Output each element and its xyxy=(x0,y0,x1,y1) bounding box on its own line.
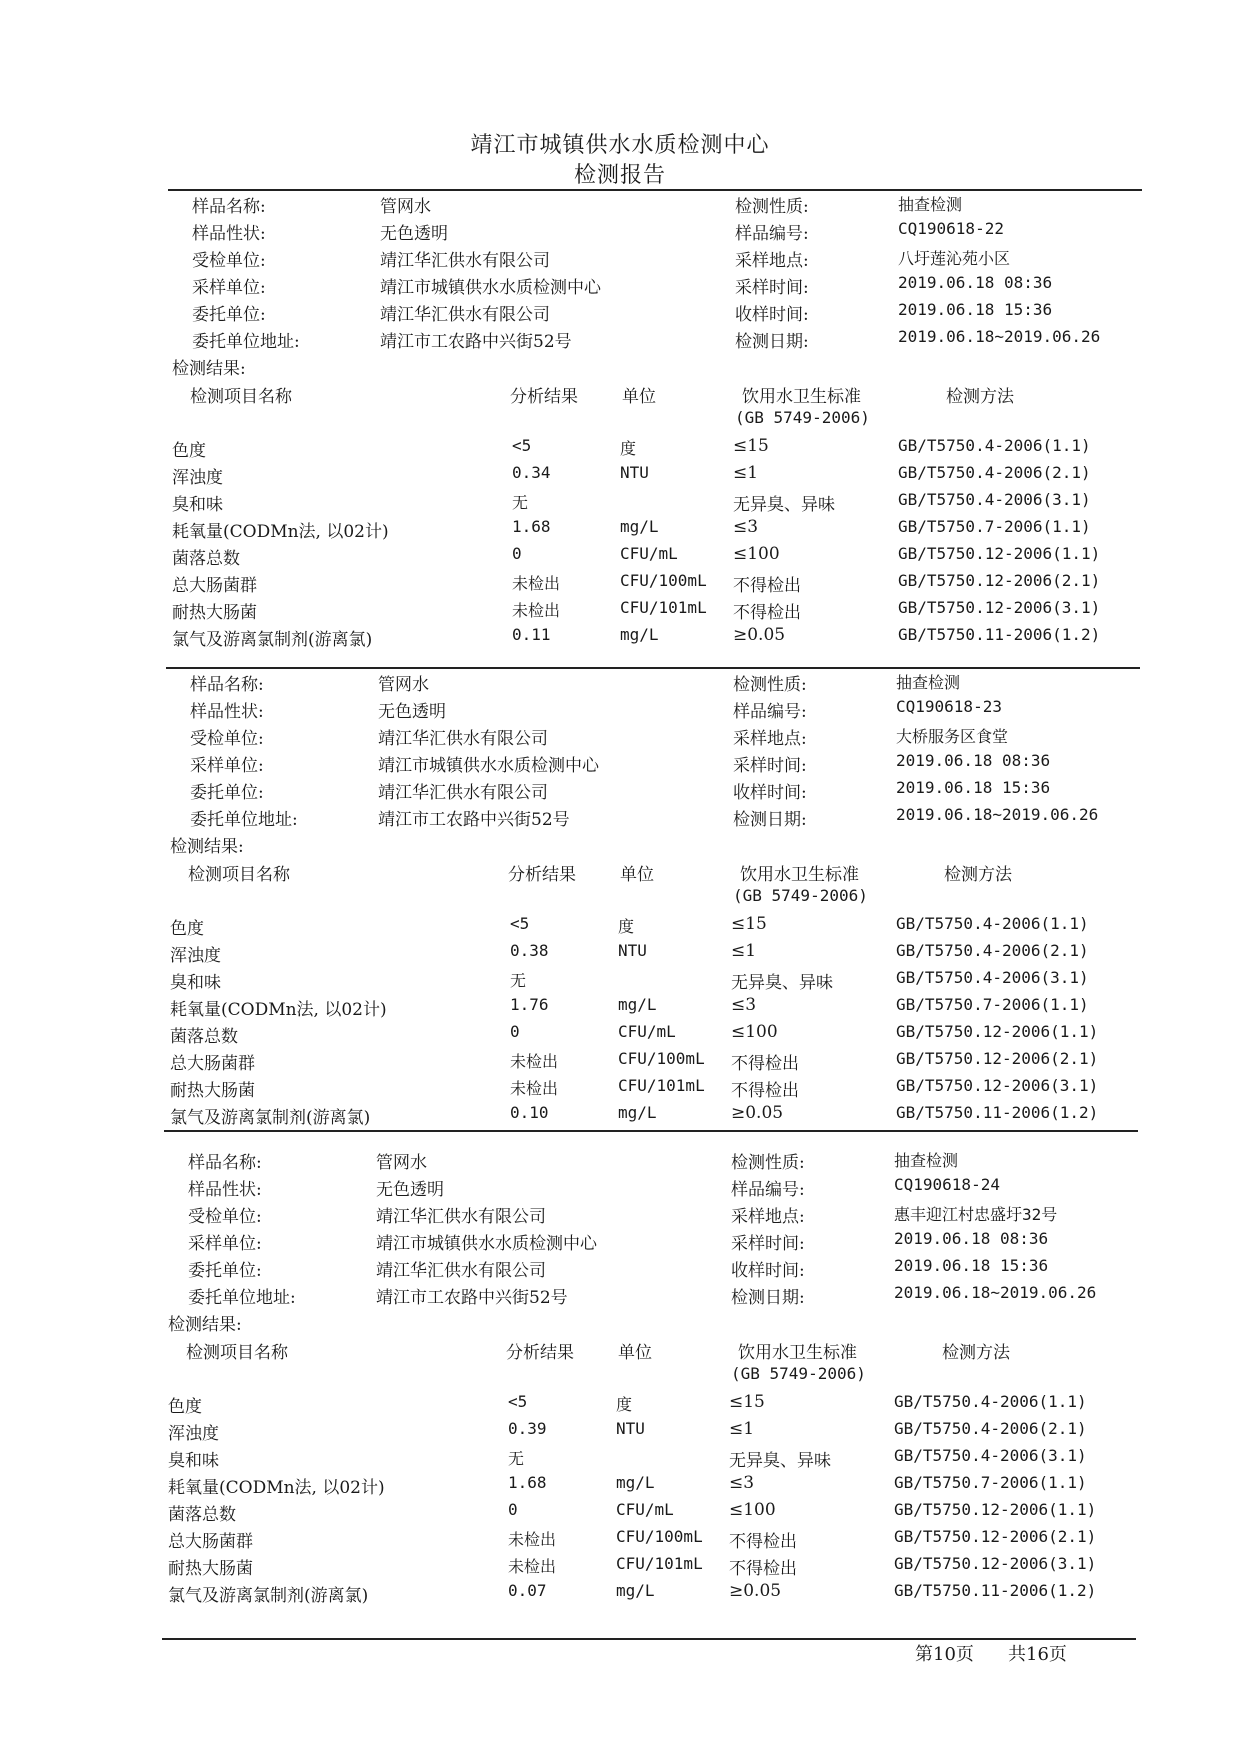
info-label: 样品编号: xyxy=(731,1180,805,1200)
info-value: 靖江华汇供水有限公司 xyxy=(380,251,550,271)
info-label: 采样时间: xyxy=(731,1234,805,1254)
info-value: 抽查检测 xyxy=(896,673,961,692)
item-name: 总大肠菌群 xyxy=(168,1532,253,1552)
table-row xyxy=(0,436,1240,460)
item-unit: mg/L xyxy=(620,625,659,644)
item-result: 0.11 xyxy=(512,625,551,644)
results-label-row xyxy=(0,1310,1240,1334)
item-result: 0 xyxy=(512,544,522,563)
item-method: GB/T5750.4-2006(3.1) xyxy=(898,490,1091,509)
item-method: GB/T5750.7-2006(1.1) xyxy=(894,1473,1087,1492)
col-header-result: 分析结果 xyxy=(510,387,578,407)
info-label: 样品性状: xyxy=(192,224,266,244)
info-value: 靖江华汇供水有限公司 xyxy=(378,729,548,749)
results-label-row xyxy=(0,832,1240,856)
info-value: CQ190618-23 xyxy=(896,697,1002,716)
info-row xyxy=(0,724,1240,748)
item-result: 未检出 xyxy=(508,1530,557,1549)
info-value: 惠丰迎江村忠盛圩32号 xyxy=(894,1205,1058,1224)
info-label: 采样时间: xyxy=(735,278,809,298)
info-label: 采样单位: xyxy=(190,756,264,776)
info-value: 2019.06.18 08:36 xyxy=(894,1229,1049,1248)
col-header-unit: 单位 xyxy=(622,387,656,407)
info-value: 2019.06.18 08:36 xyxy=(898,273,1053,292)
item-unit: CFU/101mL xyxy=(618,1076,705,1095)
item-result: 0.34 xyxy=(512,463,551,482)
col-header-item: 检测项目名称 xyxy=(188,865,290,885)
item-name: 臭和味 xyxy=(170,973,221,993)
info-row xyxy=(0,778,1240,802)
item-method: GB/T5750.4-2006(1.1) xyxy=(896,914,1089,933)
table-row xyxy=(0,1446,1240,1470)
table-row xyxy=(0,1527,1240,1551)
item-method: GB/T5750.4-2006(2.1) xyxy=(894,1419,1087,1438)
item-unit: NTU xyxy=(620,463,649,482)
info-value: 靖江华汇供水有限公司 xyxy=(376,1207,546,1227)
item-standard: ≤15 xyxy=(731,914,767,934)
table-row xyxy=(0,625,1240,649)
table-row xyxy=(0,517,1240,541)
item-unit: CFU/101mL xyxy=(616,1554,703,1573)
report-title: 检测报告 xyxy=(573,163,666,188)
section-divider-1 xyxy=(166,667,1140,669)
info-value: 2019.06.18 15:36 xyxy=(896,778,1051,797)
info-row xyxy=(0,300,1240,324)
info-value: 管网水 xyxy=(378,675,429,695)
item-result: 0.10 xyxy=(510,1103,549,1122)
info-label: 采样单位: xyxy=(192,278,266,298)
item-unit: CFU/mL xyxy=(618,1022,676,1041)
item-result: 1.68 xyxy=(508,1473,547,1492)
info-value: 2019.06.18 15:36 xyxy=(898,300,1053,319)
item-method: GB/T5750.12-2006(2.1) xyxy=(896,1049,1099,1068)
info-label: 样品编号: xyxy=(735,224,809,244)
info-row xyxy=(0,192,1240,216)
info-value: 靖江市工农路中兴街52号 xyxy=(380,332,572,352)
results-label: 检测结果: xyxy=(168,1315,242,1335)
item-method: GB/T5750.12-2006(1.1) xyxy=(898,544,1101,563)
info-row xyxy=(0,219,1240,243)
item-method: GB/T5750.4-2006(3.1) xyxy=(896,968,1089,987)
info-value: 靖江市城镇供水水质检测中心 xyxy=(380,278,601,298)
info-value: CQ190618-22 xyxy=(898,219,1004,238)
item-method: GB/T5750.12-2006(3.1) xyxy=(894,1554,1097,1573)
info-label: 受检单位: xyxy=(190,729,264,749)
item-name: 总大肠菌群 xyxy=(172,576,257,596)
info-label: 采样单位: xyxy=(188,1234,262,1254)
item-unit: NTU xyxy=(618,941,647,960)
item-standard: 无异臭、异味 xyxy=(731,973,833,993)
table-row xyxy=(0,941,1240,965)
item-name: 浑浊度 xyxy=(170,946,221,966)
info-label: 检测日期: xyxy=(733,810,807,830)
item-unit: NTU xyxy=(616,1419,645,1438)
info-label: 检测性质: xyxy=(733,675,807,695)
results-table-header-sub xyxy=(0,1364,1240,1388)
col-header-method: 检测方法 xyxy=(944,865,1012,885)
col-header-standard: 饮用水卫生标准 xyxy=(740,865,859,885)
results-table-header-sub xyxy=(0,886,1240,910)
item-unit: 度 xyxy=(618,917,635,936)
item-name: 菌落总数 xyxy=(168,1505,236,1525)
info-label: 样品性状: xyxy=(190,702,264,722)
table-row xyxy=(0,1473,1240,1497)
item-standard: ≤15 xyxy=(733,436,769,456)
item-unit: CFU/mL xyxy=(620,544,678,563)
item-name: 氯气及游离氯制剂(游离氯) xyxy=(172,630,373,650)
info-value: 靖江华汇供水有限公司 xyxy=(378,783,548,803)
info-value: 管网水 xyxy=(380,197,431,217)
info-label: 受检单位: xyxy=(192,251,266,271)
info-value: 靖江华汇供水有限公司 xyxy=(380,305,550,325)
item-unit: CFU/100mL xyxy=(618,1049,705,1068)
item-standard: ≤3 xyxy=(729,1473,755,1493)
info-label: 收样时间: xyxy=(731,1261,805,1281)
item-unit: 度 xyxy=(616,1395,633,1414)
info-row xyxy=(0,751,1240,775)
item-standard: ≥0.05 xyxy=(733,625,786,645)
col-header-standard-ref: (GB 5749-2006) xyxy=(733,886,868,905)
table-row xyxy=(0,571,1240,595)
page-number: 第10页 xyxy=(915,1644,974,1665)
info-row xyxy=(0,1229,1240,1253)
info-label: 采样地点: xyxy=(733,729,807,749)
item-result: <5 xyxy=(508,1392,528,1411)
col-header-standard-ref: (GB 5749-2006) xyxy=(735,408,870,427)
item-name: 耐热大肠菌 xyxy=(170,1081,255,1101)
item-name: 总大肠菌群 xyxy=(170,1054,255,1074)
col-header-standard-ref: (GB 5749-2006) xyxy=(731,1364,866,1383)
info-label: 采样地点: xyxy=(731,1207,805,1227)
item-standard: ≤3 xyxy=(733,517,759,537)
col-header-method: 检测方法 xyxy=(946,387,1014,407)
item-result: 未检出 xyxy=(512,574,561,593)
info-label: 样品名称: xyxy=(190,675,264,695)
info-row xyxy=(0,1148,1240,1172)
info-value: 大桥服务区食堂 xyxy=(896,727,1009,746)
top-rule xyxy=(168,189,1142,191)
table-row xyxy=(0,1049,1240,1073)
info-row xyxy=(0,273,1240,297)
info-label: 检测性质: xyxy=(731,1153,805,1173)
item-name: 菌落总数 xyxy=(170,1027,238,1047)
item-unit: CFU/101mL xyxy=(620,598,707,617)
info-label: 检测日期: xyxy=(731,1288,805,1308)
info-row xyxy=(0,1202,1240,1226)
item-unit: mg/L xyxy=(616,1473,655,1492)
item-method: GB/T5750.4-2006(2.1) xyxy=(898,463,1091,482)
info-label: 委托单位地址: xyxy=(192,332,300,352)
report-org-title: 靖江市城镇供水水质检测中心 xyxy=(470,133,770,158)
item-method: GB/T5750.11-2006(1.2) xyxy=(896,1103,1099,1122)
info-label: 样品名称: xyxy=(188,1153,262,1173)
table-row xyxy=(0,1419,1240,1443)
info-label: 检测性质: xyxy=(735,197,809,217)
item-result: 未检出 xyxy=(510,1079,559,1098)
item-name: 菌落总数 xyxy=(172,549,240,569)
info-label: 委托单位: xyxy=(192,305,266,325)
item-standard: ≤15 xyxy=(729,1392,765,1412)
results-table-header-sub xyxy=(0,408,1240,432)
info-label: 委托单位: xyxy=(188,1261,262,1281)
bottom-rule xyxy=(162,1638,1136,1640)
item-standard: 不得检出 xyxy=(731,1081,799,1101)
item-standard: ≤1 xyxy=(729,1419,755,1439)
col-header-standard: 饮用水卫生标准 xyxy=(742,387,861,407)
info-value: 2019.06.18~2019.06.26 xyxy=(894,1283,1097,1302)
item-method: GB/T5750.12-2006(3.1) xyxy=(898,598,1101,617)
info-label: 样品名称: xyxy=(192,197,266,217)
item-method: GB/T5750.4-2006(1.1) xyxy=(898,436,1091,455)
info-label: 委托单位地址: xyxy=(190,810,298,830)
item-result: 未检出 xyxy=(508,1557,557,1576)
item-method: GB/T5750.4-2006(1.1) xyxy=(894,1392,1087,1411)
col-header-result: 分析结果 xyxy=(506,1343,574,1363)
item-name: 色度 xyxy=(168,1397,202,1417)
item-result: 0.07 xyxy=(508,1581,547,1600)
info-row xyxy=(0,327,1240,351)
page-total: 共16页 xyxy=(1008,1644,1067,1665)
item-standard: 无异臭、异味 xyxy=(733,495,835,515)
info-label: 采样地点: xyxy=(735,251,809,271)
table-row xyxy=(0,463,1240,487)
info-row xyxy=(0,1256,1240,1280)
info-value: 八圩莲沁苑小区 xyxy=(898,249,1011,268)
item-name: 色度 xyxy=(172,441,206,461)
item-unit: mg/L xyxy=(620,517,659,536)
info-row xyxy=(0,697,1240,721)
info-value: 2019.06.18 15:36 xyxy=(894,1256,1049,1275)
item-method: GB/T5750.11-2006(1.2) xyxy=(894,1581,1097,1600)
item-name: 浑浊度 xyxy=(172,468,223,488)
item-name: 臭和味 xyxy=(172,495,223,515)
item-unit: 度 xyxy=(620,439,637,458)
info-value: 2019.06.18 08:36 xyxy=(896,751,1051,770)
info-value: 无色透明 xyxy=(380,224,448,244)
results-label: 检测结果: xyxy=(172,359,246,379)
item-result: <5 xyxy=(512,436,532,455)
col-header-item: 检测项目名称 xyxy=(190,387,292,407)
item-method: GB/T5750.4-2006(2.1) xyxy=(896,941,1089,960)
item-name: 耐热大肠菌 xyxy=(168,1559,253,1579)
item-result: 未检出 xyxy=(510,1052,559,1071)
info-value: 靖江华汇供水有限公司 xyxy=(376,1261,546,1281)
table-row xyxy=(0,995,1240,1019)
info-value: 抽查检测 xyxy=(898,195,963,214)
info-value: 靖江市工农路中兴街52号 xyxy=(378,810,570,830)
item-method: GB/T5750.12-2006(1.1) xyxy=(896,1022,1099,1041)
info-label: 委托单位地址: xyxy=(188,1288,296,1308)
item-name: 耗氧量(CODMn法, 以02计) xyxy=(172,522,389,542)
item-name: 耗氧量(CODMn法, 以02计) xyxy=(168,1478,385,1498)
info-value: 靖江市城镇供水水质检测中心 xyxy=(378,756,599,776)
item-name: 浑浊度 xyxy=(168,1424,219,1444)
info-row xyxy=(0,1283,1240,1307)
item-unit: CFU/100mL xyxy=(616,1527,703,1546)
results-table-header xyxy=(0,860,1240,884)
table-row xyxy=(0,1076,1240,1100)
item-standard: 不得检出 xyxy=(729,1532,797,1552)
item-name: 氯气及游离氯制剂(游离氯) xyxy=(168,1586,369,1606)
table-row xyxy=(0,490,1240,514)
item-standard: ≤100 xyxy=(731,1022,778,1042)
table-row xyxy=(0,1022,1240,1046)
item-unit: mg/L xyxy=(618,1103,657,1122)
info-row xyxy=(0,670,1240,694)
info-label: 受检单位: xyxy=(188,1207,262,1227)
item-standard: ≤100 xyxy=(733,544,780,564)
item-name: 耐热大肠菌 xyxy=(172,603,257,623)
info-value: 管网水 xyxy=(376,1153,427,1173)
info-value: 靖江市工农路中兴街52号 xyxy=(376,1288,568,1308)
item-result: 1.76 xyxy=(510,995,549,1014)
item-unit: mg/L xyxy=(616,1581,655,1600)
info-label: 样品性状: xyxy=(188,1180,262,1200)
item-standard: ≤1 xyxy=(733,463,759,483)
item-standard: ≥0.05 xyxy=(729,1581,782,1601)
item-standard: 不得检出 xyxy=(731,1054,799,1074)
item-result: 0.39 xyxy=(508,1419,547,1438)
table-row xyxy=(0,544,1240,568)
info-value: 靖江市城镇供水水质检测中心 xyxy=(376,1234,597,1254)
item-standard: ≤100 xyxy=(729,1500,776,1520)
item-standard: ≤1 xyxy=(731,941,757,961)
table-row xyxy=(0,1103,1240,1127)
item-method: GB/T5750.7-2006(1.1) xyxy=(896,995,1089,1014)
item-standard: ≥0.05 xyxy=(731,1103,784,1123)
item-standard: 不得检出 xyxy=(733,576,801,596)
item-result: 无 xyxy=(512,493,529,512)
info-label: 采样时间: xyxy=(733,756,807,776)
col-header-unit: 单位 xyxy=(620,865,654,885)
col-header-method: 检测方法 xyxy=(942,1343,1010,1363)
table-row xyxy=(0,914,1240,938)
item-method: GB/T5750.12-2006(1.1) xyxy=(894,1500,1097,1519)
table-row xyxy=(0,1392,1240,1416)
item-method: GB/T5750.4-2006(3.1) xyxy=(894,1446,1087,1465)
info-row xyxy=(0,805,1240,829)
item-result: 无 xyxy=(508,1449,525,1468)
item-result: 1.68 xyxy=(512,517,551,536)
item-method: GB/T5750.12-2006(2.1) xyxy=(898,571,1101,590)
table-row xyxy=(0,1581,1240,1605)
item-unit: CFU/100mL xyxy=(620,571,707,590)
info-value: 2019.06.18~2019.06.26 xyxy=(898,327,1101,346)
item-standard: 不得检出 xyxy=(729,1559,797,1579)
item-result: <5 xyxy=(510,914,530,933)
info-value: 无色透明 xyxy=(376,1180,444,1200)
item-unit: mg/L xyxy=(618,995,657,1014)
item-result: 未检出 xyxy=(512,601,561,620)
table-row xyxy=(0,968,1240,992)
info-value: 2019.06.18~2019.06.26 xyxy=(896,805,1099,824)
item-unit: CFU/mL xyxy=(616,1500,674,1519)
info-label: 收样时间: xyxy=(735,305,809,325)
results-table-header xyxy=(0,1338,1240,1362)
item-name: 臭和味 xyxy=(168,1451,219,1471)
item-method: GB/T5750.11-2006(1.2) xyxy=(898,625,1101,644)
info-value: CQ190618-24 xyxy=(894,1175,1000,1194)
section-divider-2 xyxy=(164,1130,1138,1132)
info-label: 样品编号: xyxy=(733,702,807,722)
item-name: 氯气及游离氯制剂(游离氯) xyxy=(170,1108,371,1128)
table-row xyxy=(0,598,1240,622)
col-header-item: 检测项目名称 xyxy=(186,1343,288,1363)
info-label: 收样时间: xyxy=(733,783,807,803)
item-result: 0.38 xyxy=(510,941,549,960)
info-label: 委托单位: xyxy=(190,783,264,803)
item-standard: ≤3 xyxy=(731,995,757,1015)
info-row xyxy=(0,1175,1240,1199)
col-header-standard: 饮用水卫生标准 xyxy=(738,1343,857,1363)
results-label: 检测结果: xyxy=(170,837,244,857)
col-header-unit: 单位 xyxy=(618,1343,652,1363)
info-row xyxy=(0,246,1240,270)
table-row xyxy=(0,1554,1240,1578)
item-name: 色度 xyxy=(170,919,204,939)
table-row xyxy=(0,1500,1240,1524)
results-table-header xyxy=(0,382,1240,406)
item-result: 无 xyxy=(510,971,527,990)
item-result: 0 xyxy=(508,1500,518,1519)
info-value: 抽查检测 xyxy=(894,1151,959,1170)
item-standard: 无异臭、异味 xyxy=(729,1451,831,1471)
info-label: 检测日期: xyxy=(735,332,809,352)
results-label-row xyxy=(0,354,1240,378)
item-method: GB/T5750.7-2006(1.1) xyxy=(898,517,1091,536)
item-method: GB/T5750.12-2006(3.1) xyxy=(896,1076,1099,1095)
info-value: 无色透明 xyxy=(378,702,446,722)
item-standard: 不得检出 xyxy=(733,603,801,623)
col-header-result: 分析结果 xyxy=(508,865,576,885)
item-name: 耗氧量(CODMn法, 以02计) xyxy=(170,1000,387,1020)
item-result: 0 xyxy=(510,1022,520,1041)
item-method: GB/T5750.12-2006(2.1) xyxy=(894,1527,1097,1546)
